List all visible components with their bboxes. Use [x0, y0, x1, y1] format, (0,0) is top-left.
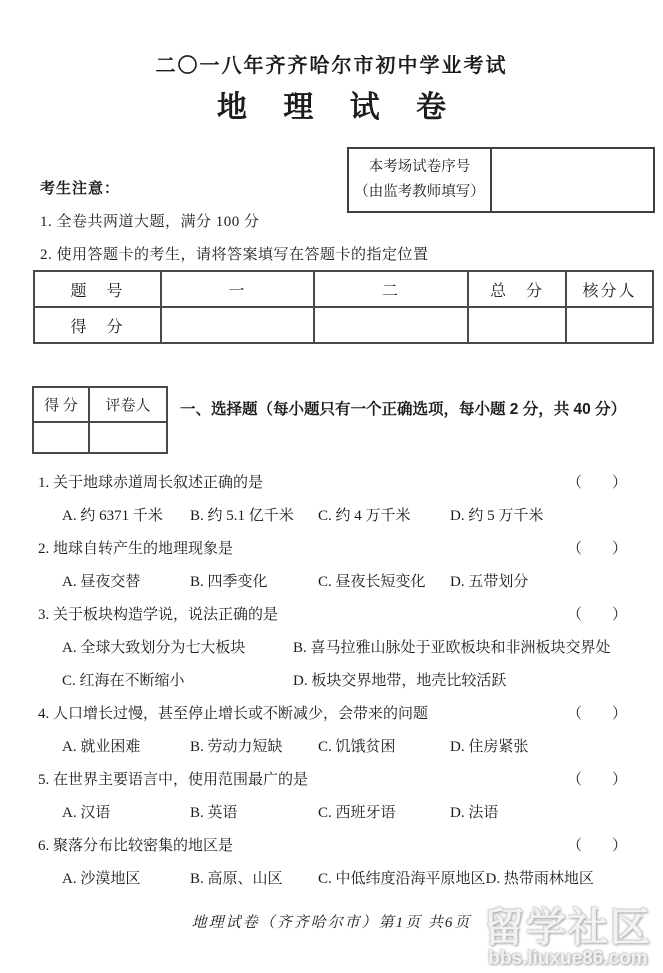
question-5-options	[62, 797, 627, 830]
question-4-stem: 4. 人口增长过慢，甚至停止增长或不断减少，会带来的问题	[38, 706, 429, 722]
question-3-option-b: B. 喜马拉雅山脉处于亚欧板块和非洲板块交界处	[293, 640, 611, 656]
question-2-stem: 2. 地球自转产生的地理现象是	[38, 541, 234, 557]
question-3-option-a: A. 全球大致划分为七大板块	[62, 640, 246, 656]
score-row-label: 得 分	[34, 307, 161, 343]
notice-item-2: 2. 使用答题卡的考生，请将答案填写在答题卡的指定位置	[40, 247, 429, 263]
question-3	[38, 599, 627, 698]
notice-heading: 考生注意：	[40, 181, 121, 197]
question-1-options	[62, 500, 627, 533]
question-5-option-a: A. 汉语	[62, 805, 111, 821]
score-cell-part-one	[161, 307, 314, 343]
question-3-answer-bracket: （ ）	[566, 607, 627, 623]
score-table-header-row	[34, 271, 653, 307]
question-1	[38, 467, 627, 533]
question-4-option-d: D. 住房紧张	[450, 739, 529, 755]
question-4-stem-row	[38, 698, 627, 731]
question-6-answer-bracket: （ ）	[566, 838, 627, 854]
grader-box-grader-label: 评卷人	[89, 387, 167, 422]
question-4	[38, 698, 627, 764]
question-2-option-a: A. 昼夜交替	[62, 574, 141, 590]
question-6-option-c: C. 中低纬度沿海平原地区	[318, 871, 486, 887]
grader-box-label-row	[33, 387, 167, 422]
question-4-option-a: A. 就业困难	[62, 739, 141, 755]
question-2-options	[62, 566, 627, 599]
score-col-part-two: 二	[314, 271, 468, 307]
question-2-stem-row	[38, 533, 627, 566]
section-one-header-area	[0, 386, 663, 454]
question-2-option-c: C. 昼夜长短变化	[318, 574, 426, 590]
serial-number-row	[348, 148, 654, 212]
score-cell-part-two	[314, 307, 468, 343]
question-6-option-b: B. 高原、山区	[190, 871, 283, 887]
question-5-option-c: C. 西班牙语	[318, 805, 396, 821]
question-6-option-d: D. 热带雨林地区	[485, 871, 594, 887]
score-cell-checker	[566, 307, 653, 343]
score-col-total: 总 分	[468, 271, 566, 307]
question-1-answer-bracket: （ ）	[566, 475, 627, 491]
question-4-options	[62, 731, 627, 764]
question-3-option-d: D. 板块交界地带，地壳比较活跃	[293, 673, 507, 689]
question-5-option-b: B. 英语	[190, 805, 238, 821]
question-2-answer-bracket: （ ）	[566, 541, 627, 557]
question-3-options-line-2	[62, 665, 627, 698]
question-6-options	[62, 863, 627, 896]
question-1-option-b: B. 约 5.1 亿千米	[190, 508, 294, 524]
question-6-stem-row	[38, 830, 627, 863]
question-1-option-d: D. 约 5 万千米	[450, 508, 544, 524]
question-6-option-a: A. 沙漠地区	[62, 871, 141, 887]
serial-number-box	[347, 147, 655, 213]
question-5	[38, 764, 627, 830]
question-5-option-d: D. 法语	[450, 805, 499, 821]
grader-box-empty-row	[33, 422, 167, 453]
question-4-option-c: C. 饥饿贫困	[318, 739, 396, 755]
question-4-option-b: B. 劳动力短缺	[190, 739, 283, 755]
question-5-answer-bracket: （ ）	[566, 772, 627, 788]
exam-title: 二〇一八年齐齐哈尔市初中学业考试	[155, 55, 508, 77]
page-footer: 地理试卷（齐齐哈尔市）第1页 共6页	[191, 915, 472, 931]
question-5-stem: 5. 在世界主要语言中，使用范围最广的是	[38, 772, 309, 788]
notice-item-1: 1. 全卷共两道大题，满分 100 分	[40, 214, 260, 230]
question-3-options-line-1	[62, 632, 627, 665]
score-col-question-number: 题 号	[34, 271, 161, 307]
question-1-option-a: A. 约 6371 千米	[62, 508, 163, 524]
question-2-option-d: D. 五带划分	[450, 574, 529, 590]
grader-box-score-label: 得 分	[33, 387, 89, 422]
question-2-option-b: B. 四季变化	[190, 574, 268, 590]
grader-score-box	[32, 386, 168, 454]
score-table-score-row	[34, 307, 653, 343]
question-2	[38, 533, 627, 599]
serial-number-label-line1: 本考场试卷序号	[368, 159, 471, 175]
question-6	[38, 830, 627, 896]
question-5-stem-row	[38, 764, 627, 797]
question-1-option-c: C. 约 4 万千米	[318, 508, 411, 524]
question-3-option-c: C. 红海在不断缩小	[62, 673, 185, 689]
site-watermark	[477, 907, 659, 969]
score-col-checker: 核分人	[566, 271, 653, 307]
section-one-heading: 一、选择题（每小题只有一个正确选项，每小题 2 分，共 40 分）	[180, 401, 627, 418]
subject-title: 地 理 试 卷	[216, 91, 460, 124]
watermark-site-name: 留学社区	[484, 906, 652, 950]
question-4-answer-bracket: （ ）	[566, 706, 627, 722]
question-6-stem: 6. 聚落分布比较密集的地区是	[38, 838, 234, 854]
serial-number-value-cell	[491, 148, 654, 212]
question-1-stem: 1. 关于地球赤道周长叙述正确的是	[38, 475, 264, 491]
serial-number-label	[348, 148, 491, 212]
serial-number-label-line2: （由监考教师填写）	[354, 184, 485, 200]
score-col-part-one: 一	[161, 271, 314, 307]
question-1-stem-row	[38, 467, 627, 500]
score-summary-table	[33, 270, 654, 344]
watermark-site-url: bbs.liuxue86.com	[488, 948, 648, 969]
grader-box-score-cell	[33, 422, 89, 453]
question-3-stem: 3. 关于板块构造学说，说法正确的是	[38, 607, 279, 623]
grader-box-grader-cell	[89, 422, 167, 453]
question-3-stem-row	[38, 599, 627, 632]
score-cell-total	[468, 307, 566, 343]
multiple-choice-questions	[38, 467, 627, 896]
